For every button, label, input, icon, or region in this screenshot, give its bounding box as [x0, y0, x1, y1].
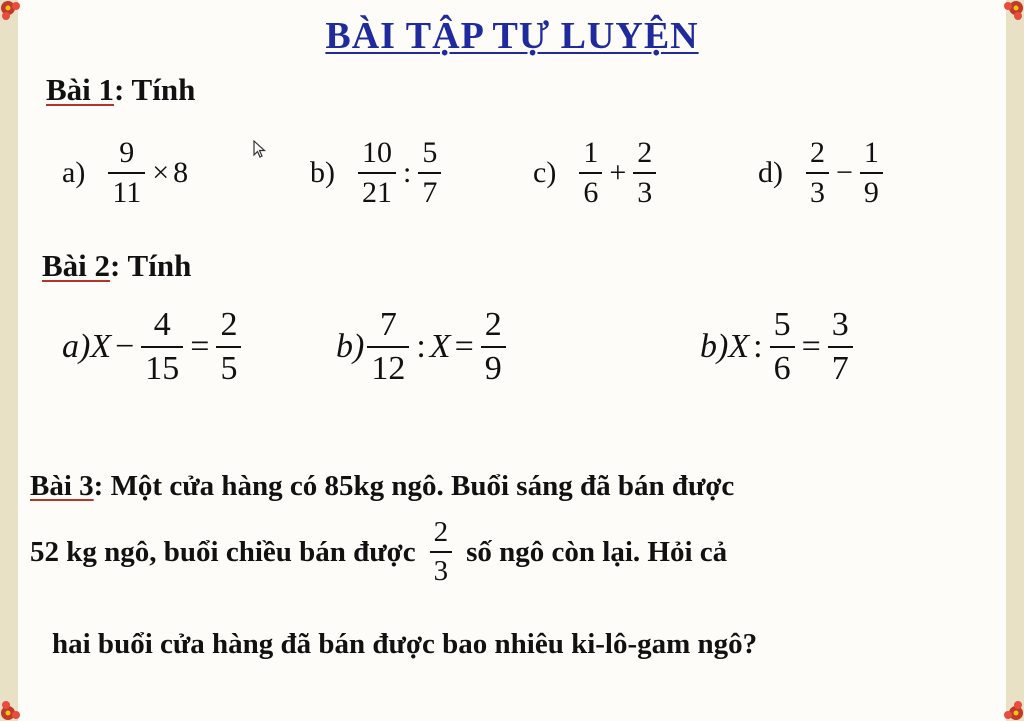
numerator: 3 [831, 306, 849, 343]
flower-corner-icon [0, 687, 34, 721]
fraction [481, 308, 506, 386]
denominator: 9 [860, 172, 883, 208]
bai3-line-1 [30, 470, 734, 503]
denominator: 7 [418, 172, 441, 208]
bai3-line-2 [30, 518, 727, 586]
fraction [860, 138, 883, 208]
numerator: 1 [863, 136, 879, 169]
bai3-text-2a: 52 kg ngô, buổi chiều bán được [30, 535, 416, 568]
numerator: 2 [484, 306, 502, 343]
bai1-heading [46, 72, 195, 108]
fraction [430, 518, 453, 586]
bai3-line-3 [52, 628, 757, 661]
numerator: 10 [362, 136, 392, 169]
numerator: 2 [433, 516, 449, 548]
operator: : [416, 328, 426, 365]
bai3-text-3: hai buổi cửa hàng đã bán được bao nhiêu ki-lô-gam ngô? [52, 628, 758, 660]
bai1-task: : Tính [114, 72, 196, 107]
operator: − [836, 156, 853, 189]
operator: − [115, 328, 135, 365]
operator: + [609, 156, 627, 189]
bai2-label: Bài 2 [42, 248, 111, 283]
item-letter: d) [758, 156, 783, 189]
item-letter: b) [310, 156, 335, 189]
variable-x: X [90, 328, 112, 365]
denominator: 3 [806, 172, 829, 208]
denominator: 3 [430, 551, 453, 586]
bai2-task: : Tính [110, 248, 192, 283]
bai1-label: Bài 1 [46, 72, 115, 107]
fraction [367, 308, 409, 386]
bai1-item-c [533, 138, 659, 208]
item-letter: b) [336, 328, 365, 365]
fraction [770, 308, 795, 386]
fraction [358, 138, 396, 208]
fraction [806, 138, 829, 208]
operand: 8 [173, 156, 189, 189]
bai2-item-a [62, 308, 244, 386]
page-title-text: BÀI TẬP TỰ LUYỆN [325, 15, 699, 57]
fraction [828, 308, 853, 386]
item-letter: a) [62, 156, 86, 189]
equals-sign: = [454, 328, 474, 365]
numerator: 2 [220, 306, 238, 343]
numerator: 2 [637, 136, 653, 169]
bai3-label: Bài 3 [30, 470, 94, 502]
item-letter: b) [700, 328, 729, 365]
page-title [0, 14, 1024, 58]
denominator: 9 [481, 346, 506, 386]
numerator: 1 [583, 136, 599, 169]
operator: : [753, 328, 763, 365]
denominator: 15 [141, 346, 183, 386]
numerator: 5 [773, 306, 791, 343]
equals-sign: = [190, 328, 210, 365]
numerator: 7 [379, 306, 397, 343]
item-letter: c) [533, 156, 557, 189]
fraction [579, 138, 602, 208]
variable-x: X [728, 328, 750, 365]
fraction [633, 138, 656, 208]
numerator: 9 [119, 136, 135, 169]
numerator: 2 [810, 136, 825, 169]
fraction [108, 138, 145, 208]
fraction [216, 308, 241, 386]
denominator: 21 [358, 172, 396, 208]
bai3-text-1: : Một cửa hàng có 85kg ngô. Buổi sáng đã bán được [93, 470, 735, 502]
operator: : [403, 156, 412, 189]
numerator: 5 [422, 136, 438, 169]
denominator: 11 [108, 172, 145, 208]
bai2-item-c [700, 308, 856, 386]
fraction [141, 308, 183, 386]
bai1-item-b [310, 138, 444, 208]
denominator: 6 [770, 346, 795, 386]
equals-sign: = [801, 328, 821, 365]
flower-corner-icon [990, 687, 1024, 721]
fraction [418, 138, 441, 208]
denominator: 12 [367, 346, 409, 386]
bai2-heading [42, 248, 191, 284]
bai2-item-b [336, 308, 509, 386]
denominator: 3 [633, 172, 656, 208]
mouse-cursor-icon [253, 140, 267, 163]
variable-x: X [429, 328, 451, 365]
bai3-text-2b: số ngô còn lại. Hỏi cả [466, 535, 728, 568]
item-letter: a) [62, 328, 91, 365]
bai1-item-a [62, 138, 188, 208]
operator: × [152, 156, 170, 189]
denominator: 5 [216, 346, 241, 386]
numerator: 4 [153, 306, 171, 343]
denominator: 7 [828, 346, 853, 386]
bai1-item-d [758, 138, 886, 208]
denominator: 6 [579, 172, 602, 208]
